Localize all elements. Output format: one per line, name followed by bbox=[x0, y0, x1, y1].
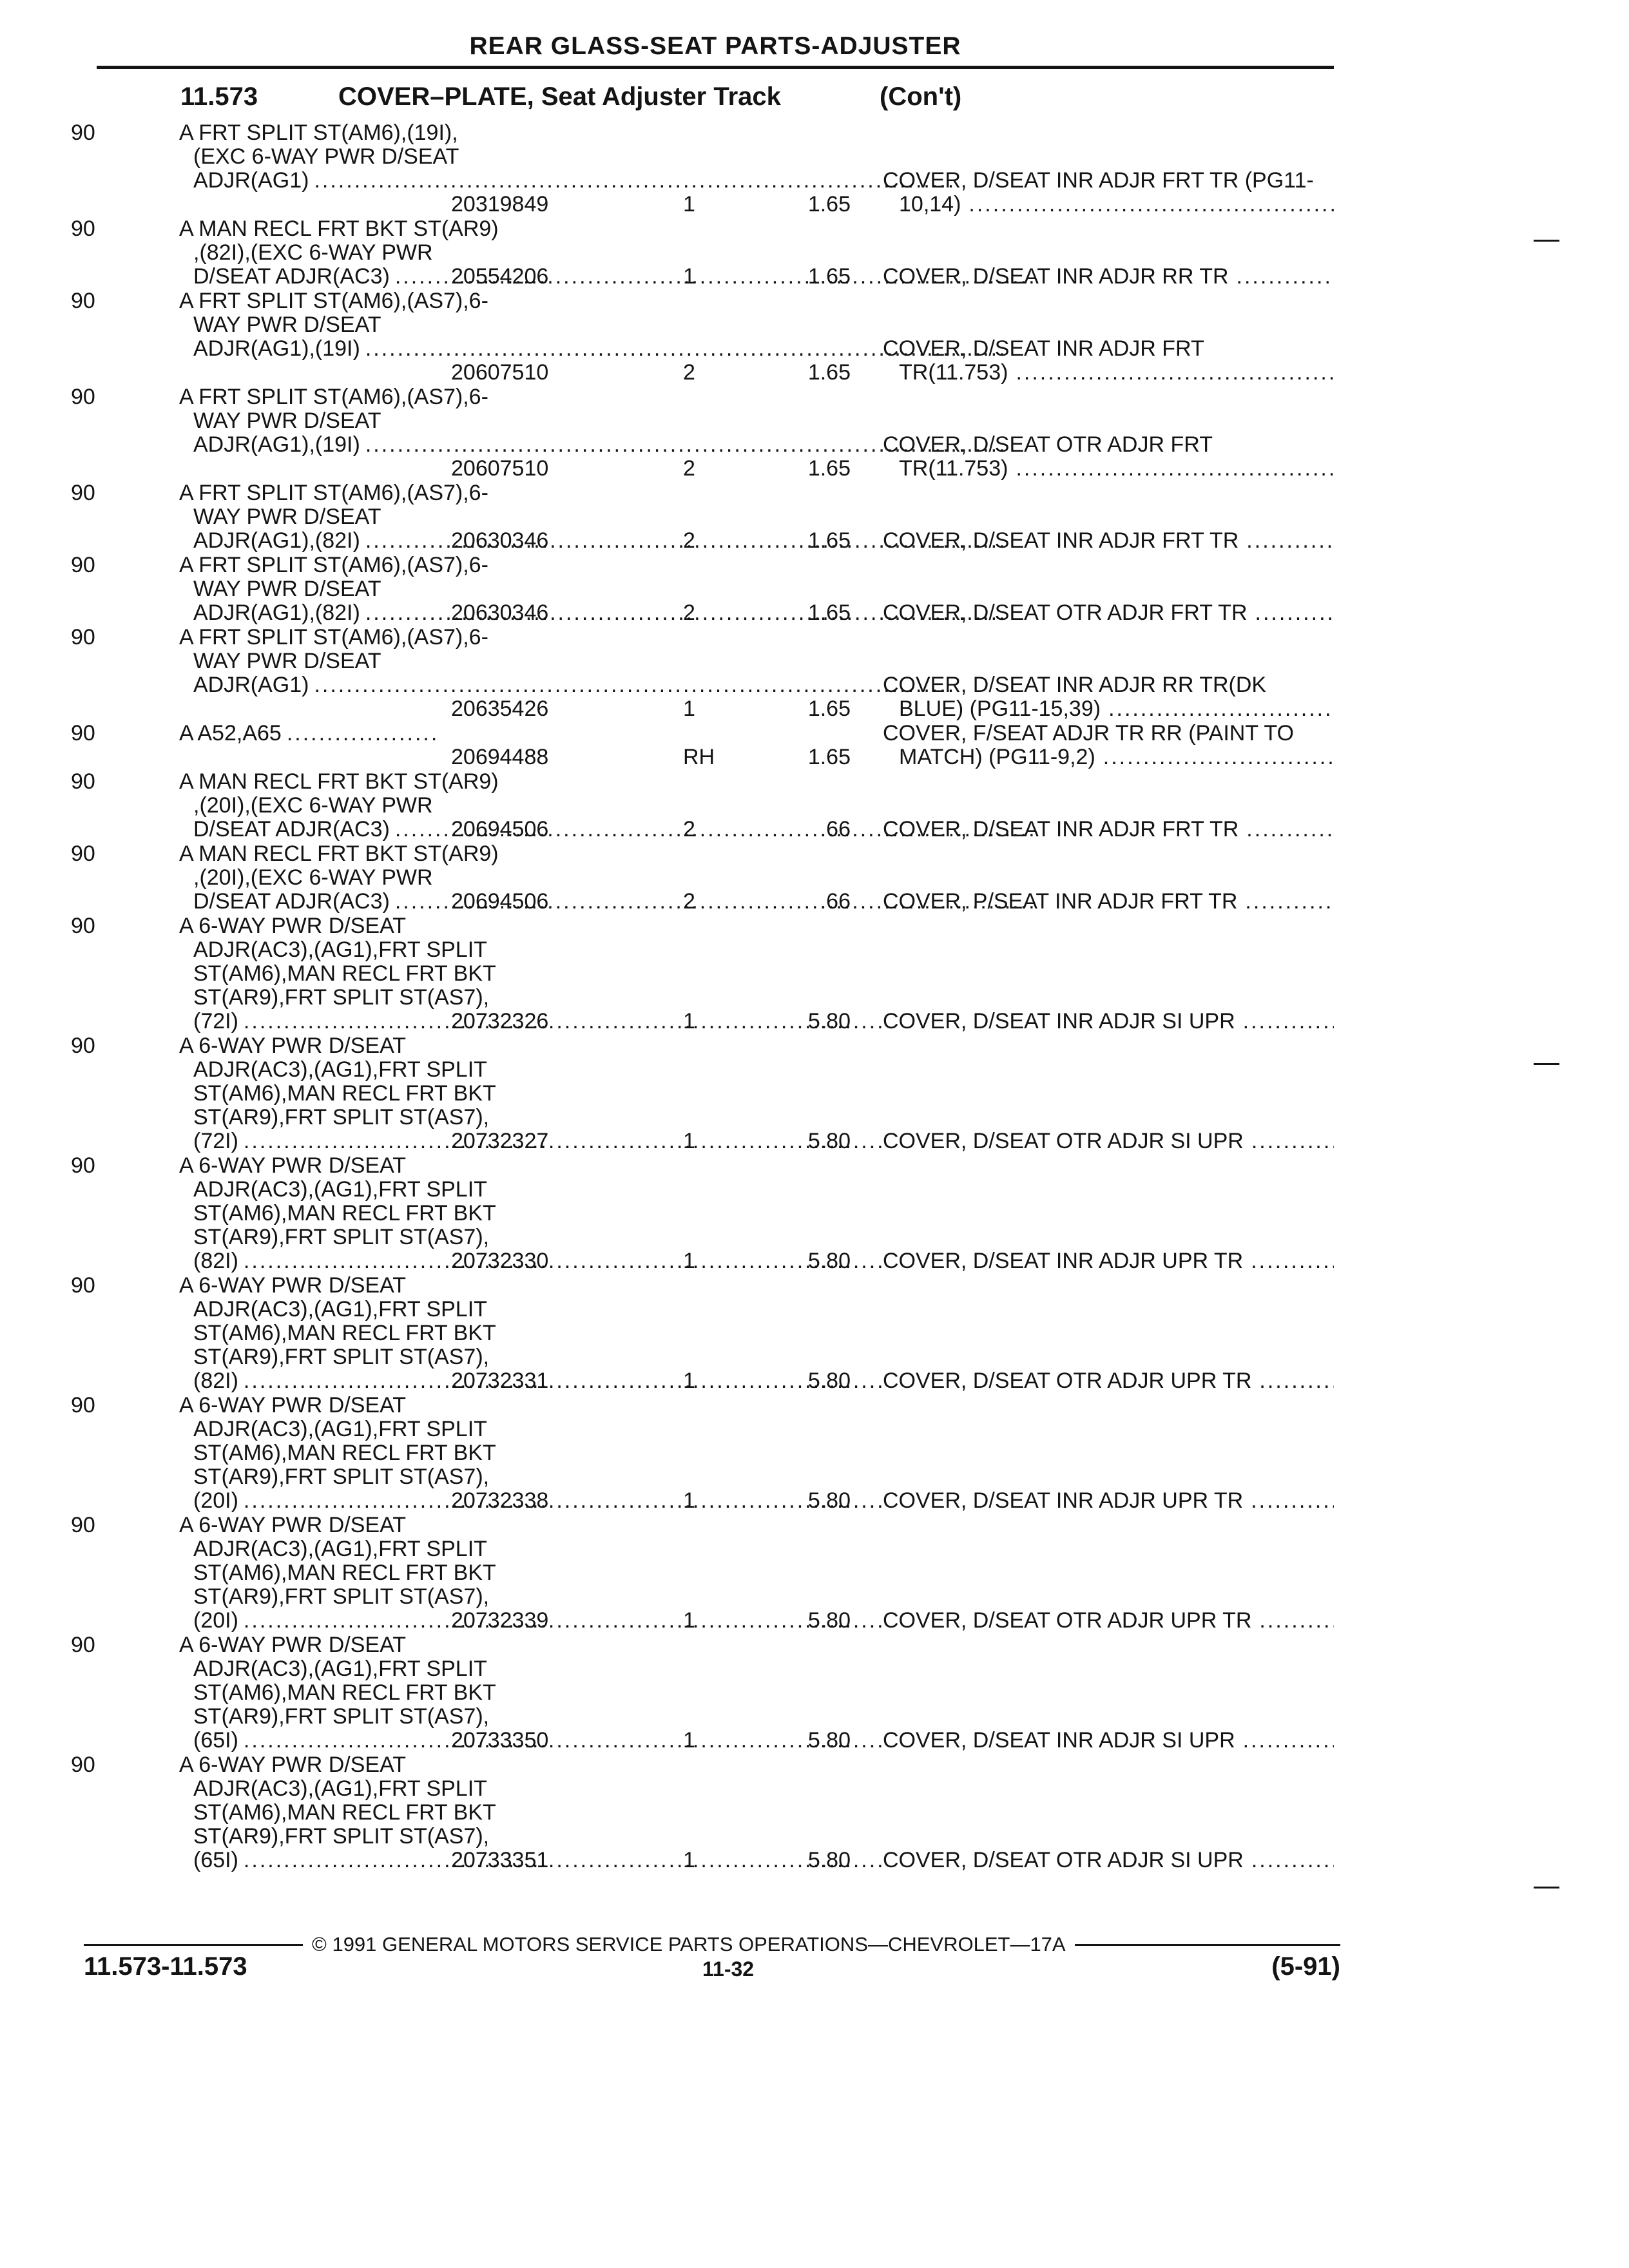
parts-list bbox=[0, 121, 1629, 1873]
quantity: 1 bbox=[683, 1369, 695, 1393]
part-name bbox=[883, 529, 1385, 553]
part-name-line: COVER, D/SEAT OTR ADJR UPR TR bbox=[883, 1608, 1252, 1633]
catalog-code-cell bbox=[0, 121, 97, 216]
description-line: (20I) bbox=[193, 1488, 238, 1513]
catalog-code-cell bbox=[0, 553, 97, 625]
description-line: D/SEAT ADJR(AC3) bbox=[193, 264, 390, 289]
catalog-code: 90 bbox=[71, 216, 95, 241]
dot-leader bbox=[1255, 601, 1335, 625]
catalog-code-cell bbox=[0, 1394, 97, 1513]
quantity: RH bbox=[683, 745, 715, 769]
application-description bbox=[97, 1393, 496, 1513]
description-line: ST(AM6),MAN RECL FRT BKT bbox=[193, 961, 496, 986]
quantity: 1 bbox=[683, 1249, 695, 1273]
description-line: ADJR(AG1) bbox=[193, 168, 309, 193]
price: 1.65 bbox=[807, 192, 851, 216]
description-line: WAY PWR D/SEAT bbox=[193, 408, 381, 433]
description-line: ADJR(AC3),(AG1),FRT SPLIT bbox=[193, 1057, 487, 1082]
description-line: ST(AM6),MAN RECL FRT BKT bbox=[193, 1800, 496, 1825]
application-description bbox=[97, 1753, 496, 1872]
description-line: ST(AR9),FRT SPLIT ST(AS7), bbox=[193, 985, 490, 1010]
description-line: ST(AR9),FRT SPLIT ST(AS7), bbox=[193, 1345, 490, 1369]
price: 1.65 bbox=[807, 528, 851, 553]
quantity: 1 bbox=[683, 1728, 695, 1753]
description-line: ADJR(AG1),(82I) bbox=[193, 528, 360, 553]
description-line: ST(AM6),MAN RECL FRT BKT bbox=[193, 1201, 496, 1225]
quantity: 2 bbox=[683, 456, 695, 481]
application-description bbox=[97, 722, 438, 769]
description-line: ADJR(AG1),(19I) bbox=[193, 432, 360, 457]
description-line: ,(20I),(EXC 6-WAY PWR bbox=[193, 865, 433, 890]
dot-leader bbox=[1251, 1129, 1334, 1153]
part-name-line: 10,14) bbox=[899, 192, 961, 216]
footer-rule-left bbox=[84, 1944, 303, 1946]
quantity: 1 bbox=[683, 1009, 695, 1033]
application-description bbox=[97, 1033, 496, 1153]
parts-entry bbox=[0, 121, 1629, 216]
description-line: ADJR(AC3),(AG1),FRT SPLIT bbox=[193, 937, 487, 962]
description-line: ST(AM6),MAN RECL FRT BKT bbox=[193, 1081, 496, 1106]
description-line: ST(AR9),FRT SPLIT ST(AS7), bbox=[193, 1465, 490, 1489]
description-line: A FRT SPLIT ST(AM6),(AS7),6- bbox=[179, 385, 488, 409]
description-line: WAY PWR D/SEAT bbox=[193, 649, 381, 673]
part-name bbox=[883, 1369, 1385, 1393]
parts-entry bbox=[0, 1394, 1629, 1513]
section-heading bbox=[180, 82, 961, 111]
description-line: (EXC 6-WAY PWR D/SEAT bbox=[193, 144, 459, 169]
catalog-code: 90 bbox=[71, 1033, 95, 1058]
part-name-line: COVER, D/SEAT INR ADJR UPR TR bbox=[883, 1488, 1244, 1513]
description-line: ST(AM6),MAN RECL FRT BKT bbox=[193, 1441, 496, 1465]
part-number: 20733351 bbox=[451, 1848, 549, 1872]
catalog-code: 90 bbox=[71, 721, 95, 745]
part-name bbox=[883, 1249, 1385, 1273]
part-name bbox=[883, 265, 1385, 289]
catalog-code-cell bbox=[0, 1274, 97, 1393]
part-name-line: COVER, P/SEAT INR ADJR FRT TR bbox=[883, 889, 1238, 914]
parts-entry bbox=[0, 722, 1629, 769]
price: 1.65 bbox=[807, 745, 851, 769]
price: 5.80 bbox=[807, 1129, 851, 1153]
part-number: 20607510 bbox=[451, 360, 549, 385]
section-title: COVER–PLATE, Seat Adjuster Track bbox=[338, 82, 781, 111]
footer-page-number: 11-32 bbox=[702, 1957, 755, 1981]
description-line: ADJR(AC3),(AG1),FRT SPLIT bbox=[193, 1297, 487, 1321]
quantity: 1 bbox=[683, 1129, 695, 1153]
catalog-code: 90 bbox=[71, 914, 95, 938]
page-header: REAR GLASS-SEAT PARTS-ADJUSTER bbox=[469, 32, 961, 60]
application-description bbox=[97, 481, 488, 553]
description-line: (82I) bbox=[193, 1369, 238, 1393]
application-description bbox=[97, 1153, 496, 1273]
description-line: A 6-WAY PWR D/SEAT bbox=[179, 1633, 407, 1657]
description-line: D/SEAT ADJR(AC3) bbox=[193, 817, 390, 841]
quantity: 1 bbox=[683, 1848, 695, 1872]
footer-range: 11.573-11.573 bbox=[84, 1952, 247, 1981]
description-line: (72I) bbox=[193, 1009, 238, 1033]
part-name bbox=[883, 673, 1385, 721]
price: 5.80 bbox=[807, 1488, 851, 1513]
description-line: A 6-WAY PWR D/SEAT bbox=[179, 914, 407, 938]
catalog-code: 90 bbox=[71, 1273, 95, 1298]
description-line: A FRT SPLIT ST(AM6),(AS7),6- bbox=[179, 553, 488, 577]
part-number: 20733350 bbox=[451, 1728, 549, 1753]
part-number: 20732326 bbox=[451, 1009, 549, 1033]
description-line: A 6-WAY PWR D/SEAT bbox=[179, 1513, 407, 1537]
quantity: 2 bbox=[683, 601, 695, 625]
part-name-line: COVER, D/SEAT OTR ADJR FRT TR bbox=[883, 601, 1248, 625]
catalog-code: 90 bbox=[71, 1513, 95, 1537]
catalog-code-cell bbox=[0, 626, 97, 721]
parts-entry bbox=[0, 1034, 1629, 1153]
quantity: 1 bbox=[683, 192, 695, 216]
price: 1.65 bbox=[807, 360, 851, 385]
part-name bbox=[883, 1489, 1385, 1513]
price: 1.65 bbox=[807, 264, 851, 289]
application-description bbox=[97, 769, 499, 841]
dot-leader bbox=[1103, 745, 1334, 769]
description-line: ADJR(AC3),(AG1),FRT SPLIT bbox=[193, 1177, 487, 1202]
price: 5.80 bbox=[807, 1728, 851, 1753]
application-description bbox=[97, 553, 488, 625]
catalog-code-cell bbox=[0, 217, 97, 289]
dot-leader bbox=[314, 673, 956, 697]
application-description bbox=[97, 289, 488, 385]
part-name-line: COVER, D/SEAT INR ADJR RR TR bbox=[883, 264, 1229, 289]
dot-leader bbox=[1237, 265, 1334, 289]
description-line: A FRT SPLIT ST(AM6),(AS7),6- bbox=[179, 289, 488, 313]
description-line: ADJR(AC3),(AG1),FRT SPLIT bbox=[193, 1417, 487, 1441]
application-description bbox=[97, 385, 488, 481]
dot-leader bbox=[314, 168, 956, 193]
header-rule bbox=[97, 66, 1334, 69]
part-name-line: COVER, D/SEAT INR ADJR RR TR(DK bbox=[883, 673, 1267, 697]
quantity: 1 bbox=[683, 264, 695, 289]
quantity: 1 bbox=[683, 1488, 695, 1513]
part-number: 20694488 bbox=[451, 745, 549, 769]
catalog-code-cell bbox=[0, 722, 97, 769]
description-line: WAY PWR D/SEAT bbox=[193, 505, 381, 529]
description-line: A MAN RECL FRT BKT ST(AR9) bbox=[179, 841, 499, 866]
footer-date: (5-91) bbox=[1271, 1952, 1340, 1981]
parts-entry bbox=[0, 1514, 1629, 1633]
part-number: 20694506 bbox=[451, 889, 549, 914]
price: 5.80 bbox=[807, 1369, 851, 1393]
dot-leader bbox=[287, 722, 438, 745]
catalog-code-cell bbox=[0, 1753, 97, 1872]
parts-entry bbox=[0, 289, 1629, 385]
part-name-line: COVER, D/SEAT OTR ADJR SI UPR bbox=[883, 1129, 1244, 1153]
catalog-code: 90 bbox=[71, 481, 95, 505]
dot-leader bbox=[1246, 818, 1334, 841]
part-name bbox=[883, 1129, 1385, 1153]
part-name-line: TR(11.753) bbox=[899, 456, 1008, 481]
part-name-line: COVER, D/SEAT INR ADJR FRT TR bbox=[883, 528, 1239, 553]
description-line: D/SEAT ADJR(AC3) bbox=[193, 889, 390, 914]
part-number: 20732327 bbox=[451, 1129, 549, 1153]
part-number: 20732330 bbox=[451, 1249, 549, 1273]
dot-leader bbox=[1016, 361, 1334, 385]
parts-entry bbox=[0, 481, 1629, 553]
catalog-code: 90 bbox=[71, 553, 95, 577]
part-name-line: COVER, D/SEAT INR ADJR FRT bbox=[883, 336, 1204, 361]
description-line: A 6-WAY PWR D/SEAT bbox=[179, 1393, 407, 1418]
part-name-line: MATCH) (PG11-9,2) bbox=[899, 745, 1095, 769]
application-description bbox=[97, 120, 459, 216]
dot-leader bbox=[1245, 890, 1334, 914]
description-line: ST(AM6),MAN RECL FRT BKT bbox=[193, 1680, 496, 1705]
part-name bbox=[883, 601, 1385, 625]
quantity: 2 bbox=[683, 889, 695, 914]
description-line: WAY PWR D/SEAT bbox=[193, 312, 381, 337]
part-number: 20630346 bbox=[451, 601, 549, 625]
parts-entry bbox=[0, 914, 1629, 1033]
description-line: (72I) bbox=[193, 1129, 238, 1153]
catalog-code-cell bbox=[0, 1154, 97, 1273]
part-name bbox=[883, 1010, 1385, 1033]
catalog-code: 90 bbox=[71, 625, 95, 649]
application-description bbox=[97, 1513, 496, 1633]
catalog-code: 90 bbox=[71, 769, 95, 794]
description-line: A MAN RECL FRT BKT ST(AR9) bbox=[179, 216, 499, 241]
description-line: ST(AM6),MAN RECL FRT BKT bbox=[193, 1561, 496, 1585]
part-name-line: COVER, D/SEAT OTR ADJR UPR TR bbox=[883, 1369, 1252, 1393]
description-line: (65I) bbox=[193, 1848, 238, 1872]
description-line: A FRT SPLIT ST(AM6),(AS7),6- bbox=[179, 481, 488, 505]
catalog-code: 90 bbox=[71, 841, 95, 866]
dot-leader bbox=[1251, 1849, 1334, 1872]
parts-entry bbox=[0, 1154, 1629, 1273]
description-line: ST(AR9),FRT SPLIT ST(AS7), bbox=[193, 1824, 490, 1849]
dot-leader bbox=[1243, 1010, 1334, 1033]
quantity: 1 bbox=[683, 1608, 695, 1633]
application-description bbox=[97, 1633, 496, 1753]
dot-leader bbox=[969, 193, 1334, 216]
catalog-code-cell bbox=[0, 914, 97, 1033]
description-line: (20I) bbox=[193, 1608, 238, 1633]
catalog-code-cell bbox=[0, 289, 97, 385]
catalog-code: 90 bbox=[71, 385, 95, 409]
price: 5.80 bbox=[807, 1009, 851, 1033]
part-name bbox=[883, 337, 1385, 385]
footer-copyright-line bbox=[84, 1933, 1340, 1956]
parts-entry bbox=[0, 842, 1629, 914]
catalog-code: 90 bbox=[71, 1753, 95, 1777]
footer-rule-right bbox=[1075, 1944, 1340, 1946]
description-line: ADJR(AC3),(AG1),FRT SPLIT bbox=[193, 1776, 487, 1801]
part-name-line: COVER, D/SEAT INR ADJR FRT TR bbox=[883, 817, 1239, 841]
application-description bbox=[97, 216, 499, 289]
dot-leader bbox=[1246, 529, 1334, 553]
part-name-line: COVER, D/SEAT INR ADJR SI UPR bbox=[883, 1728, 1235, 1753]
description-line: ADJR(AG1),(19I) bbox=[193, 336, 360, 361]
description-line: A FRT SPLIT ST(AM6),(AS7),6- bbox=[179, 625, 488, 649]
footer-copyright: © 1991 GENERAL MOTORS SERVICE PARTS OPERATIONS—CHEVROLET—17A bbox=[312, 1933, 1066, 1956]
quantity: 2 bbox=[683, 528, 695, 553]
description-line: ST(AM6),MAN RECL FRT BKT bbox=[193, 1321, 496, 1345]
part-name bbox=[883, 1849, 1385, 1872]
description-line: ADJR(AG1),(82I) bbox=[193, 601, 360, 625]
part-name bbox=[883, 1609, 1385, 1633]
part-number: 20630346 bbox=[451, 528, 549, 553]
part-number: 20732339 bbox=[451, 1608, 549, 1633]
catalog-code-cell bbox=[0, 842, 97, 914]
description-line: A MAN RECL FRT BKT ST(AR9) bbox=[179, 769, 499, 794]
price: 1.65 bbox=[807, 697, 851, 721]
part-number: 20607510 bbox=[451, 456, 549, 481]
quantity: 1 bbox=[683, 697, 695, 721]
price: .66 bbox=[820, 889, 851, 914]
parts-entry bbox=[0, 217, 1629, 289]
price: 5.80 bbox=[807, 1848, 851, 1872]
catalog-code: 90 bbox=[71, 1153, 95, 1178]
part-name-line: COVER, F/SEAT ADJR TR RR (PAINT TO bbox=[883, 721, 1294, 745]
part-name bbox=[883, 818, 1385, 841]
part-name bbox=[883, 433, 1385, 481]
description-line: A 6-WAY PWR D/SEAT bbox=[179, 1153, 407, 1178]
catalog-code-cell bbox=[0, 1514, 97, 1633]
description-line: ,(20I),(EXC 6-WAY PWR bbox=[193, 793, 433, 818]
dot-leader bbox=[1259, 1609, 1334, 1633]
application-description bbox=[97, 914, 496, 1033]
part-number: 20635426 bbox=[451, 697, 549, 721]
margin-mark bbox=[1534, 1887, 1559, 1888]
parts-entry bbox=[0, 385, 1629, 481]
description-line: ST(AR9),FRT SPLIT ST(AS7), bbox=[193, 1704, 490, 1729]
description-line: ADJR(AC3),(AG1),FRT SPLIT bbox=[193, 1537, 487, 1561]
part-name-line: COVER, D/SEAT OTR ADJR SI UPR bbox=[883, 1848, 1244, 1872]
description-line: ST(AR9),FRT SPLIT ST(AS7), bbox=[193, 1225, 490, 1249]
price: 5.80 bbox=[807, 1249, 851, 1273]
description-line: (65I) bbox=[193, 1728, 238, 1753]
part-name bbox=[883, 169, 1385, 216]
part-name-line: COVER, D/SEAT OTR ADJR FRT bbox=[883, 432, 1213, 457]
dot-leader bbox=[1251, 1489, 1334, 1513]
description-line: A FRT SPLIT ST(AM6),(19I), bbox=[179, 120, 458, 145]
dot-leader bbox=[1108, 697, 1334, 721]
price: 1.65 bbox=[807, 456, 851, 481]
part-number: 20554206 bbox=[451, 264, 549, 289]
part-name-line: BLUE) (PG11-15,39) bbox=[899, 697, 1101, 721]
catalog-code-cell bbox=[0, 770, 97, 841]
dot-leader bbox=[1251, 1249, 1334, 1273]
catalog-code: 90 bbox=[71, 1393, 95, 1418]
dot-leader bbox=[1016, 457, 1334, 481]
description-line: ,(82I),(EXC 6-WAY PWR bbox=[193, 240, 433, 265]
price: 1.65 bbox=[807, 601, 851, 625]
part-name bbox=[883, 1729, 1385, 1753]
part-number: 20732338 bbox=[451, 1488, 549, 1513]
parts-entry bbox=[0, 553, 1629, 625]
catalog-code-cell bbox=[0, 1034, 97, 1153]
catalog-code: 90 bbox=[71, 120, 95, 145]
part-name bbox=[883, 722, 1385, 769]
part-number: 20319849 bbox=[451, 192, 549, 216]
part-name bbox=[883, 890, 1385, 914]
parts-entry bbox=[0, 626, 1629, 721]
dot-leader bbox=[1259, 1369, 1334, 1393]
catalog-code-cell bbox=[0, 481, 97, 553]
description-line: A 6-WAY PWR D/SEAT bbox=[179, 1753, 407, 1777]
parts-entry bbox=[0, 1274, 1629, 1393]
description-line: ADJR(AG1) bbox=[193, 673, 309, 697]
description-line: A 6-WAY PWR D/SEAT bbox=[179, 1273, 407, 1298]
application-description bbox=[97, 841, 499, 914]
application-description bbox=[97, 1273, 496, 1393]
catalog-code-cell bbox=[0, 385, 97, 481]
part-name-line: COVER, D/SEAT INR ADJR FRT TR (PG11- bbox=[883, 168, 1314, 193]
margin-mark bbox=[1534, 240, 1559, 242]
description-line: ADJR(AC3),(AG1),FRT SPLIT bbox=[193, 1657, 487, 1681]
part-name-line: TR(11.753) bbox=[899, 360, 1008, 385]
catalog-code-cell bbox=[0, 1633, 97, 1753]
description-line: WAY PWR D/SEAT bbox=[193, 577, 381, 601]
description-line: ST(AR9),FRT SPLIT ST(AS7), bbox=[193, 1105, 490, 1129]
description-line: A A52,A65 bbox=[179, 721, 282, 745]
application-description bbox=[97, 625, 488, 721]
part-name-line: COVER, D/SEAT INR ADJR UPR TR bbox=[883, 1249, 1244, 1273]
catalog-code: 90 bbox=[71, 1633, 95, 1657]
part-name-line: COVER, D/SEAT INR ADJR SI UPR bbox=[883, 1009, 1235, 1033]
margin-mark bbox=[1534, 1063, 1559, 1065]
section-continued: (Con't) bbox=[880, 82, 962, 111]
quantity: 2 bbox=[683, 360, 695, 385]
section-number: 11.573 bbox=[180, 82, 258, 111]
dot-leader bbox=[1243, 1729, 1334, 1753]
parts-entry bbox=[0, 770, 1629, 841]
part-number: 20732331 bbox=[451, 1369, 549, 1393]
price: 5.80 bbox=[807, 1608, 851, 1633]
price: .66 bbox=[820, 817, 851, 841]
description-line: A 6-WAY PWR D/SEAT bbox=[179, 1033, 407, 1058]
description-line: (82I) bbox=[193, 1249, 238, 1273]
parts-entry bbox=[0, 1753, 1629, 1872]
description-line: ST(AR9),FRT SPLIT ST(AS7), bbox=[193, 1584, 490, 1609]
parts-entry bbox=[0, 1633, 1629, 1753]
part-number: 20694506 bbox=[451, 817, 549, 841]
catalog-code: 90 bbox=[71, 289, 95, 313]
quantity: 2 bbox=[683, 817, 695, 841]
